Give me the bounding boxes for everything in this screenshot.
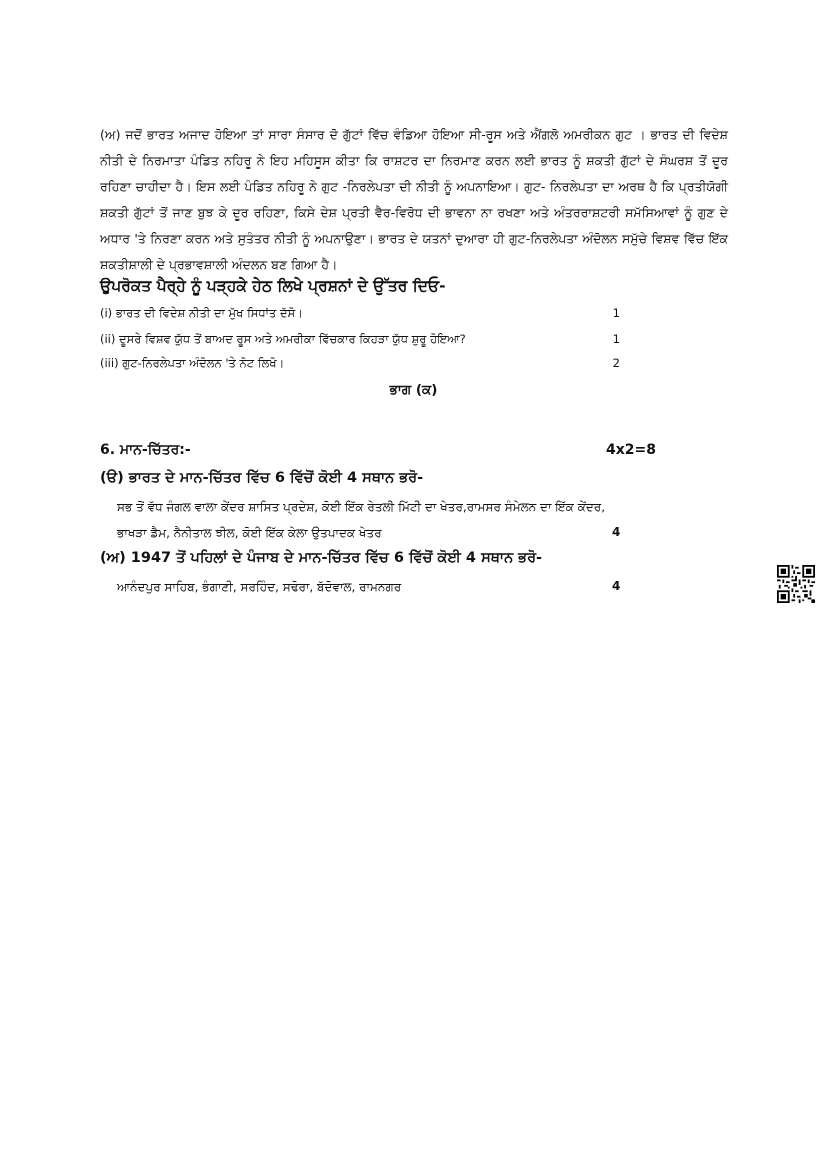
map-part-b-marks: 4 — [612, 579, 621, 593]
map-question-title: 6. ਮਾਨ-ਚਿੱਤਰ:- — [100, 442, 191, 458]
question-text: (i) ਭਾਰਤ ਦੀ ਵਿਦੇਸ਼ ਨੀਤੀ ਦਾ ਮੁੱਖ ਸਿਧਾਂਤ ਦੱਸੋ। — [100, 306, 303, 320]
qr-code-icon — [777, 565, 815, 603]
passage-paragraph: (ਅ) ਜਦੋਂ ਭਾਰਤ ਅਜਾਦ ਹੋਇਆ ਤਾਂ ਸਾਰਾ ਸੰਸਾਰ ਦੋ ਗੁੱਟਾਂ ਵਿੱਚ ਵੰਡਿਆ ਹੋਇਆ ਸੀ-ਰੂਸ ਅਤੇ ਐਂਗਲੋ ਅਮਰੀਕਨ ਗੁਟ । ਭਾਰਤ ਦੀ ਵਿਦੇਸ਼ ਨੀਤੀ ਦੇ ਨਿਰਮਾਤਾ ਪੰਡਿਤ ਨਹਿਰੂ ਨੇ ਇਹ ਮਹਿਸੂਸ ਕੀਤਾ ਕਿ ਰਾਸ਼ਟਰ ਦਾ ਨਿਰਮਾਣ ਕਰਨ ਲਈ ਭਾਰਤ ਨੂੰ ਸ਼ਕਤੀ ਗੁੱਟਾਂ ਦੇ ਸੰਘਰਸ਼ ਤੋਂ ਦੂਰ ਰਹਿਣਾ ਚਾਹੀਦਾ ਹੈ। ਇਸ ਲਈ ਪੰਡਿਤ ਨਹਿਰੂ ਨੇ ਗੁਟ -ਨਿਰਲੇਪਤਾ ਦੀ ਨੀਤੀ ਨੂੰ ਅਪਨਾਇਆ। ਗੁਟ- ਨਿਰਲੇਪਤਾ ਦਾ ਅਰਥ ਹੈ ਕਿ ਪ੍ਰਤੀਯੋਗੀ ਸ਼ਕਤੀ ਗੁੱਟਾਂ ਤੋਂ ਜਾਣ ਬੁਝ ਕੇ ਦੂਰ ਰਹਿਣਾ, ਕਿਸੇ ਦੇਸ਼ ਪ੍ਰਤੀ ਵੈਰ-ਵਿਰੋਧ ਦੀ ਭਾਵਨਾ ਨਾ ਰਖਣਾ ਅਤੇ ਅੰਤਰਰਾਸ਼ਟਰੀ ਸਮੱਸਿਆਵਾਂ ਨੂੰ ਗੁਣ ਦੇ ਅਧਾਰ 'ਤੇ ਨਿਰਣਾ ਕਰਨ ਅਤੇ ਸੁਤੰਤਰ ਨੀਤੀ ਨੂੰ ਅਪਨਾਉਣਾ। ਭਾਰਤ ਦੇ ਯਤਨਾਂ ਦੁਆਰਾ ਹੀ ਗੁਟ-ਨਿਰਲੇਪਤਾ ਅੰਦੋਲਨ ਸਮੁੱਚੇ ਵਿਸ਼ਵ ਵਿੱਚ ਇੱਕ ਸ਼ਕਤੀਸ਼ਾਲੀ ਦੇ ਪ੍ਰਭਾਵਸ਼ਾਲੀ ਅੰਦਲਨ ਬਣ ਗਿਆ ਹੈ। — [100, 127, 728, 272]
question-text: (iii) ਗੁਟ-ਨਿਰਲੇਪਤਾ ਅੰਦੋਲਨ 'ਤੇ ਨੋਟ ਲਿਖੋ। — [100, 356, 285, 370]
map-part-a-places: ਸਭ ਤੋਂ ਵੱਧ ਜੰਗਲ ਵਾਲਾ ਕੇਂਦਰ ਸ਼ਾਸਿਤ ਪ੍ਰਦੇਸ਼, ਕੋਈ ਇੱਕ ਰੇਤਲੀ ਮਿੱਟੀ ਦਾ ਖੇਤਰ,ਰਾਮਸਰ ਸੰਮੇਲਨ ਦਾ ਇੱਕ ਕੇਂਦਰ, ਭਾਖੜਾ ਡੈਮ, ਨੈਨੀਤਾਲ ਝੀਲ, ਕੋਈ ਇੱਕ ਕੇਲਾ ਉਤਪਾਦਕ ਖੇਤਰ — [117, 500, 606, 540]
question-marks: 2 — [612, 356, 620, 370]
map-part-a-title: (ੳ) ਭਾਰਤ ਦੇ ਮਾਨ-ਚਿੱਤਰ ਵਿੱਚ 6 ਵਿੱਚੋਂ ਕੋਈ 4 ਸਥਾਨ ਭਰੋ- — [100, 470, 424, 486]
question-text: (ii) ਦੂਸਰੇ ਵਿਸ਼ਵ ਯੁੱਧ ਤੋਂ ਬਾਅਦ ਰੂਸ ਅਤੇ ਅਮਰੀਕਾ ਵਿੱਚਕਾਰ ਕਿਹੜਾ ਯੁੱਧ ਸ਼ੁਰੂ ਹੋਇਆ? — [100, 332, 466, 346]
map-part-b-places: ਆਨੰਦਪੁਰ ਸਾਹਿਬ, ਭੰਗਾਣੀ, ਸਰਹਿੰਦ, ਸਢੋਰਾ, ਬੱਦੋਵਾਲ, ਰਾਮਨਗਰ — [117, 580, 402, 594]
map-part-a-marks: 4 — [612, 525, 621, 539]
question-marks: 1 — [612, 306, 620, 320]
question-row — [100, 332, 620, 347]
instruction-heading: ਉਪਰੋਕਤ ਪੈਰ੍ਹੇ ਨੂੰ ਪੜ੍ਹਕੇ ਹੇਠ ਲਿਖੇ ਪ੍ਰਸ਼ਨਾਂ ਦੇ ਉੱਤਰ ਦਿਓ- — [100, 277, 446, 295]
question-row — [100, 306, 620, 321]
section-title: ਭਾਗ (ਕ) — [389, 382, 438, 398]
map-question-marks: 4x2=8 — [606, 442, 656, 458]
map-question-heading — [100, 442, 660, 458]
question-row — [100, 356, 620, 371]
map-part-b-title: (ਅ) 1947 ਤੋਂ ਪਹਿਲਾਂ ਦੇ ਪੰਜਾਬ ਦੇ ਮਾਨ-ਚਿੱਤਰ ਵਿੱਚ 6 ਵਿੱਚੋਂ ਕੋਈ 4 ਸਥਾਨ ਭਰੋ- — [100, 550, 543, 566]
question-marks: 1 — [612, 332, 620, 346]
